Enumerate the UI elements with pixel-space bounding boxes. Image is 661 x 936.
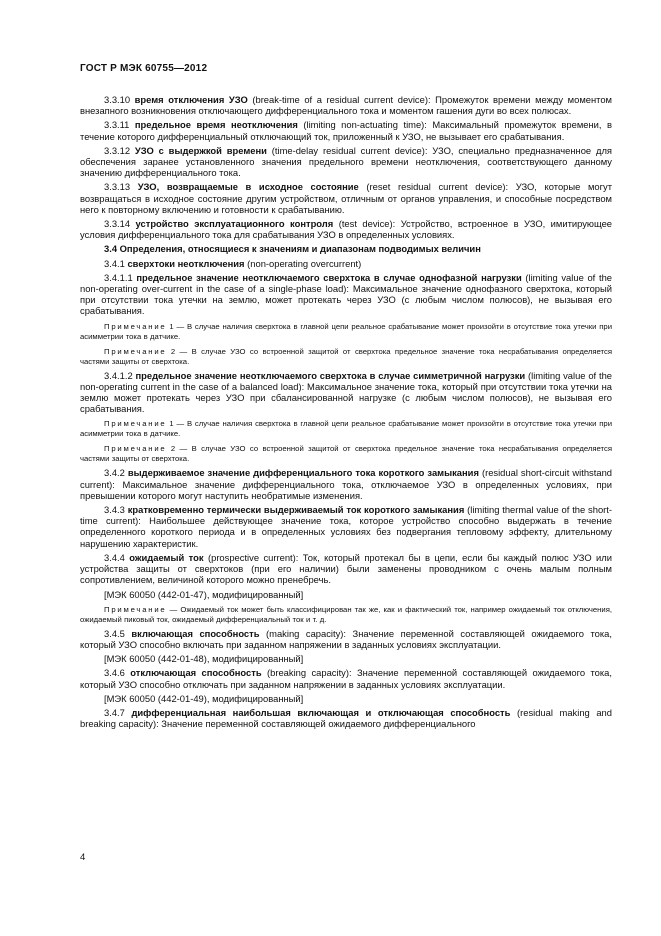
page-number: 4 — [80, 852, 86, 863]
term-definition — [80, 218, 612, 240]
term-definition — [80, 667, 612, 689]
term-definition — [80, 628, 612, 650]
term-text: (limiting value of the non-operating current in the case of a balanced load): Максимальное значение тока, который при отсутствии тока утечки на землю может протекать через УЗО при сбалансированной нагрузке (с любым числом полюсов), не вызывая его срабатывания. — [80, 369, 613, 415]
term-name: УЗО, возвращаемые в исходное состояние — [137, 181, 359, 193]
term-text: (non-operating overcurrent) — [244, 257, 362, 269]
term-name: предельное время неотключения — [134, 119, 298, 131]
term-name: кратковременно термически выдерживаемый ток короткого замыкания — [127, 504, 465, 516]
clause-number: 3.4.1 — [104, 257, 125, 269]
term-name: включающая способность — [131, 627, 260, 639]
term-text: (residual short-circuit withstand current): Максимальное значение дифференциального тока, отключаемое УЗО в определенных условиях, при превышении которого могут наступить необратимые изменения. — [80, 467, 612, 501]
clause-number: 3.3.14 — [104, 218, 131, 230]
note-label: Примечание — [104, 444, 167, 454]
term-definition — [80, 707, 612, 729]
clause-number: 3.3.11 — [104, 119, 130, 131]
term-name: предельное значение неотключаемого сверхтока в случае однофазной нагрузки — [136, 271, 522, 283]
reference: [МЭК 60050 (442-01-47), модифицированный] — [104, 588, 304, 600]
document-header: ГОСТ Р МЭК 60755—2012 — [80, 63, 208, 74]
term-definition — [80, 552, 612, 586]
term-name: время отключения УЗО — [134, 94, 248, 105]
clause-number: 3.3.12 — [104, 144, 131, 156]
note-text: 2 — В случае УЗО со встроенной защитой от сверхтока предельное значение тока несрабатывания определяется частями защиты от сверхтока. — [80, 444, 612, 464]
clause-number: 3.4.5 — [104, 627, 125, 639]
term-name: УЗО с выдержкой времени — [134, 144, 267, 156]
note-text: 1 — В случае наличия сверхтока в главной цепи реальное срабатывание может произойти в отсутствие тока утечки при асимметрии тока в датчике. — [80, 419, 612, 439]
clause-number: 3.4.3 — [104, 504, 125, 516]
term-name: дифференциальная наибольшая включающая и отключающая способность — [131, 706, 511, 718]
note-label: Примечание — [104, 321, 167, 331]
term-text: (break-time of a residual current device): Промежуток времени между моментом внезапного возникновения отключающего дифференциального тока и моментом гашения дуги во всех полюсах. — [80, 94, 613, 117]
clause-number: 3.4.7 — [104, 706, 125, 718]
term-definition — [80, 504, 612, 549]
term-definition — [80, 119, 612, 141]
clause-number: 3.4.6 — [104, 667, 125, 679]
note — [80, 347, 612, 367]
term-definition — [80, 370, 612, 415]
term-text: (reset residual current device): УЗО, которые могут возвращаться в исходное состояние другим устройством, отличным от органов управления, и способные посредством него к повторному включению и готовности к срабатыванию. — [80, 181, 613, 215]
note-text: 2 — В случае УЗО со встроенной защитой от сверхтока предельное значение тока несрабатывания определяется частями защиты от сверхтока. — [80, 346, 612, 366]
clause-number: 3.4.4 — [104, 551, 125, 563]
term-name: устройство эксплуатационного контроля — [135, 218, 334, 230]
clause-number: 3.3.13 — [104, 181, 131, 193]
reference: [МЭК 60050 (442-01-48), модифицированный] — [104, 653, 304, 665]
term-text: (limiting thermal value of the short-time current): Наибольшее действующее значение тока, которое устройство способно выдержать в течение определенного короткого периода и в определенных условиях без подвергания тепловому эффекту, длительному нарушению характеристик. — [80, 504, 613, 549]
term-name: выдерживаемое значение дифференциального тока короткого замыкания — [127, 467, 479, 479]
term-text: (prospective current): Ток, который протекал бы в цепи, если бы каждый полюс УЗО или устройства защиты от сверхтоков (при его наличии) были заменены проводником с очень малым полным сопротивлением, величиной которого можно пренебречь. — [80, 551, 612, 586]
term-name: сверхтоки неотключения — [127, 257, 245, 269]
term-text: (limiting value of the non-operating over-current in the case of a single-phase load): Максимальное значение однофазного сверхтока, который при отсутствии тока утечки на землю, может протекать через УЗО (с любым числом полюсов), не вызывая его срабатывания. — [80, 271, 612, 317]
clause-number: 3.4.2 — [104, 467, 125, 479]
reference: [МЭК 60050 (442-01-49), модифицированный] — [104, 692, 304, 704]
term-name: отключающая способность — [130, 667, 262, 679]
note-text: 1 — В случае наличия сверхтока в главной цепи реальное срабатывание может произойти в отсутствие тока утечки при асимметрии тока в датчике. — [80, 321, 612, 341]
term-text: (test device): Устройство, встроенное в УЗО, имитирующее условия дифференциального тока для срабатывания УЗО в определенных условиях. — [80, 218, 612, 241]
term-name: ожидаемый ток — [129, 551, 204, 563]
term-text: (residual making and breaking capacity): Значение переменной составляющей ожидаемого дифференциального — [80, 706, 612, 730]
note-label: Примечание — [104, 346, 167, 356]
document-body — [80, 94, 612, 732]
term-definition — [80, 181, 612, 215]
term-definition — [80, 467, 612, 501]
note-label: Примечание — [104, 419, 167, 429]
term-name: предельное значение неотключаемого сверхтока в случае симметричной нагрузки — [135, 369, 526, 381]
clause-number: 3.4.1.2 — [104, 369, 133, 381]
note — [80, 322, 612, 342]
note — [80, 605, 612, 625]
clause-number: 3.4.1.1 — [104, 271, 133, 283]
clause-number: 3.3.10 — [104, 94, 131, 105]
term-definition — [80, 145, 612, 179]
term-text: (limiting non-actuating time): Максимальный промежуток времени, в течение которого дифференциальный отключающий ток, приложенный к УЗО, не вызывает его срабатывания. — [80, 119, 612, 142]
term-text: (time-delay residual current device): УЗО, специально предназначенное для обеспечения заранее установленного значения предельного времени неотключения, соответствующего данному значению дифференциального тока. — [80, 144, 612, 179]
note-text: — Ожидаемый ток может быть классифицирован так же, как и фактический ток, например ожидаемый ток отключения, ожидаемый пиковый ток, ожидаемый дифференциальный ток и т. д. — [80, 604, 612, 624]
note — [80, 444, 612, 464]
term-text: (making capacity): Значение переменной составляющей ожидаемого тока, который УЗО способно включать при заданном напряжении в заданных условиях эксплуатации. — [80, 627, 612, 650]
term-text: (breaking capacity): Значение переменной составляющей ожидаемого тока, который УЗО способно отключать при заданном напряжении в заданных условиях эксплуатации. — [80, 667, 612, 690]
note-label: Примечание — [104, 604, 167, 614]
section-heading: 3.4 Определения, относящиеся к значениям и диапазонам подводимых величин — [104, 243, 481, 255]
term-definition — [80, 258, 612, 269]
term-definition — [80, 272, 612, 317]
note — [80, 419, 612, 439]
term-definition — [80, 94, 612, 116]
